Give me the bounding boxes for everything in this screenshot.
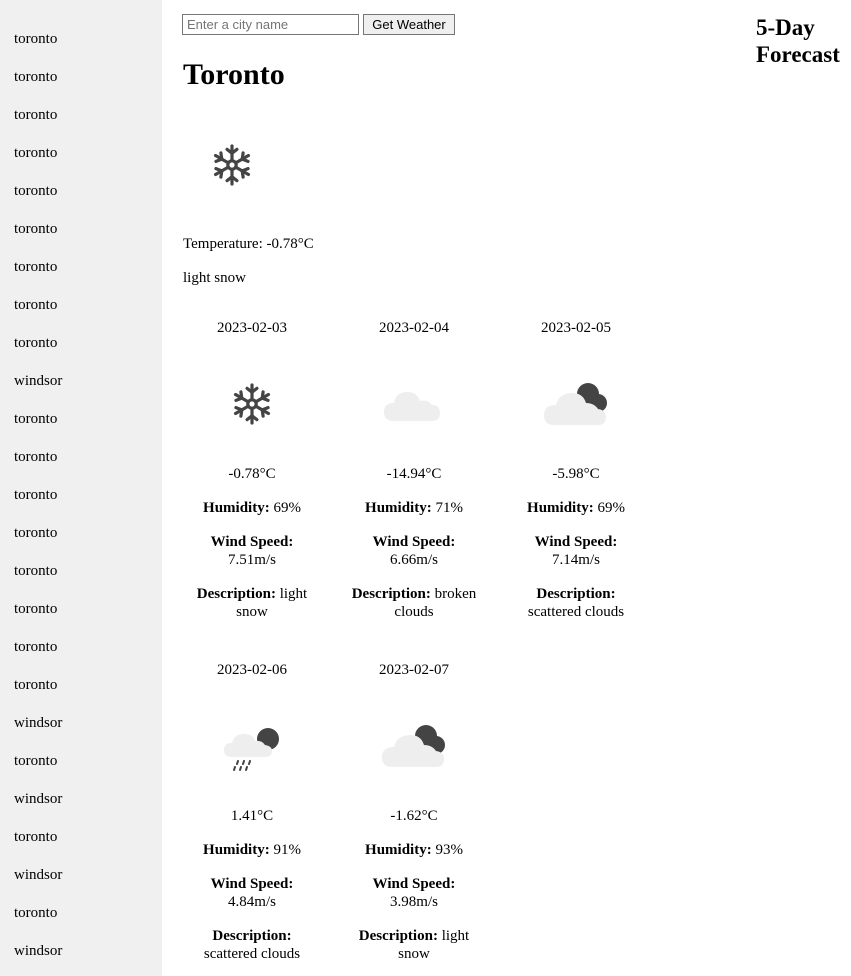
wind-label: Wind Speed: — [372, 534, 456, 550]
history-item[interactable]: windsor — [14, 867, 63, 883]
history-item[interactable]: toronto — [14, 259, 58, 275]
humidity-label: Humidity: — [203, 842, 270, 858]
history-item[interactable]: toronto — [14, 449, 58, 465]
forecast-temperature: -5.98°C — [552, 466, 600, 482]
history-item[interactable]: windsor — [14, 791, 63, 807]
get-weather-button[interactable]: Get Weather — [363, 14, 455, 35]
scattered-clouds-icon — [373, 705, 455, 787]
forecast-humidity — [186, 841, 318, 859]
rain-night-icon — [211, 705, 293, 787]
current-temperature: Temperature: -0.78°C — [183, 236, 314, 252]
humidity-value: 69% — [273, 500, 301, 516]
humidity-label: Humidity: — [365, 500, 432, 516]
description-label: Description: — [196, 586, 276, 602]
forecast-wind — [186, 533, 318, 569]
description-label: Description: — [358, 928, 438, 944]
forecast-date: 2023-02-03 — [217, 320, 287, 336]
history-item[interactable]: toronto — [14, 69, 58, 85]
humidity-label: Humidity: — [527, 500, 594, 516]
forecast-description — [348, 585, 480, 621]
forecast-wind — [510, 533, 642, 569]
history-item[interactable]: toronto — [14, 335, 58, 351]
description-label: Description: — [351, 586, 431, 602]
forecast-temperature: 1.41°C — [230, 808, 274, 824]
humidity-value: 71% — [435, 500, 463, 516]
forecast-temperature: -0.78°C — [228, 466, 276, 482]
wind-label: Wind Speed: — [534, 534, 618, 550]
history-item[interactable]: toronto — [14, 183, 58, 199]
history-item[interactable]: windsor — [14, 943, 63, 959]
forecast-date: 2023-02-04 — [379, 320, 449, 336]
forecast-heading: 5-Day Forecast — [756, 15, 840, 67]
history-item[interactable]: windsor — [14, 715, 63, 731]
description-value: scattered clouds — [527, 604, 625, 620]
forecast-temperature: -1.62°C — [390, 808, 438, 824]
history-item[interactable]: windsor — [14, 373, 63, 389]
snow-icon — [211, 363, 293, 445]
forecast-wind — [348, 533, 480, 569]
forecast-wind — [348, 875, 480, 911]
forecast-date: 2023-02-07 — [379, 662, 449, 678]
history-item[interactable]: toronto — [14, 487, 58, 503]
wind-label: Wind Speed: — [210, 534, 294, 550]
current-description: light snow — [183, 270, 246, 286]
history-item[interactable]: toronto — [14, 145, 58, 161]
description-value: broken clouds — [394, 586, 477, 620]
history-item[interactable]: toronto — [14, 221, 58, 237]
humidity-label: Humidity: — [365, 842, 432, 858]
wind-value: 6.66m/s — [390, 552, 438, 568]
description-label: Description: — [536, 586, 616, 602]
history-item[interactable]: toronto — [14, 601, 58, 617]
description-value: light snow — [398, 928, 470, 962]
humidity-value: 93% — [435, 842, 463, 858]
history-item[interactable]: toronto — [14, 829, 58, 845]
description-value: scattered clouds — [203, 946, 301, 962]
history-item[interactable]: toronto — [14, 31, 58, 47]
forecast-humidity — [348, 841, 480, 859]
broken-clouds-icon — [373, 363, 455, 445]
forecast-description — [510, 585, 642, 621]
description-value: light snow — [236, 586, 308, 620]
humidity-value: 69% — [597, 500, 625, 516]
search-history-sidebar — [0, 0, 162, 976]
history-item[interactable]: toronto — [14, 753, 58, 769]
history-item[interactable]: toronto — [14, 297, 58, 313]
history-item[interactable]: toronto — [14, 107, 58, 123]
humidity-value: 91% — [273, 842, 301, 858]
forecast-temperature: -14.94°C — [386, 466, 442, 482]
history-item[interactable]: toronto — [14, 639, 58, 655]
forecast-wind — [186, 875, 318, 911]
forecast-date: 2023-02-05 — [541, 320, 611, 336]
scattered-clouds-icon — [535, 363, 617, 445]
description-label: Description: — [212, 928, 292, 944]
history-item[interactable]: toronto — [14, 411, 58, 427]
history-item[interactable]: toronto — [14, 677, 58, 693]
wind-label: Wind Speed: — [210, 876, 294, 892]
forecast-humidity — [348, 499, 480, 517]
wind-value: 3.98m/s — [390, 894, 438, 910]
forecast-humidity — [510, 499, 642, 517]
wind-value: 7.51m/s — [228, 552, 276, 568]
humidity-label: Humidity: — [203, 500, 270, 516]
forecast-description — [186, 585, 318, 621]
history-item[interactable]: toronto — [14, 905, 58, 921]
city-title: Toronto — [183, 58, 285, 91]
forecast-description — [348, 927, 480, 963]
forecast-description — [186, 927, 318, 963]
wind-label: Wind Speed: — [372, 876, 456, 892]
history-item[interactable]: toronto — [14, 563, 58, 579]
forecast-humidity — [186, 499, 318, 517]
snow-icon — [207, 140, 257, 190]
wind-value: 4.84m/s — [228, 894, 276, 910]
wind-value: 7.14m/s — [552, 552, 600, 568]
city-search-input[interactable] — [182, 14, 359, 35]
history-item[interactable]: toronto — [14, 525, 58, 541]
forecast-date: 2023-02-06 — [217, 662, 287, 678]
